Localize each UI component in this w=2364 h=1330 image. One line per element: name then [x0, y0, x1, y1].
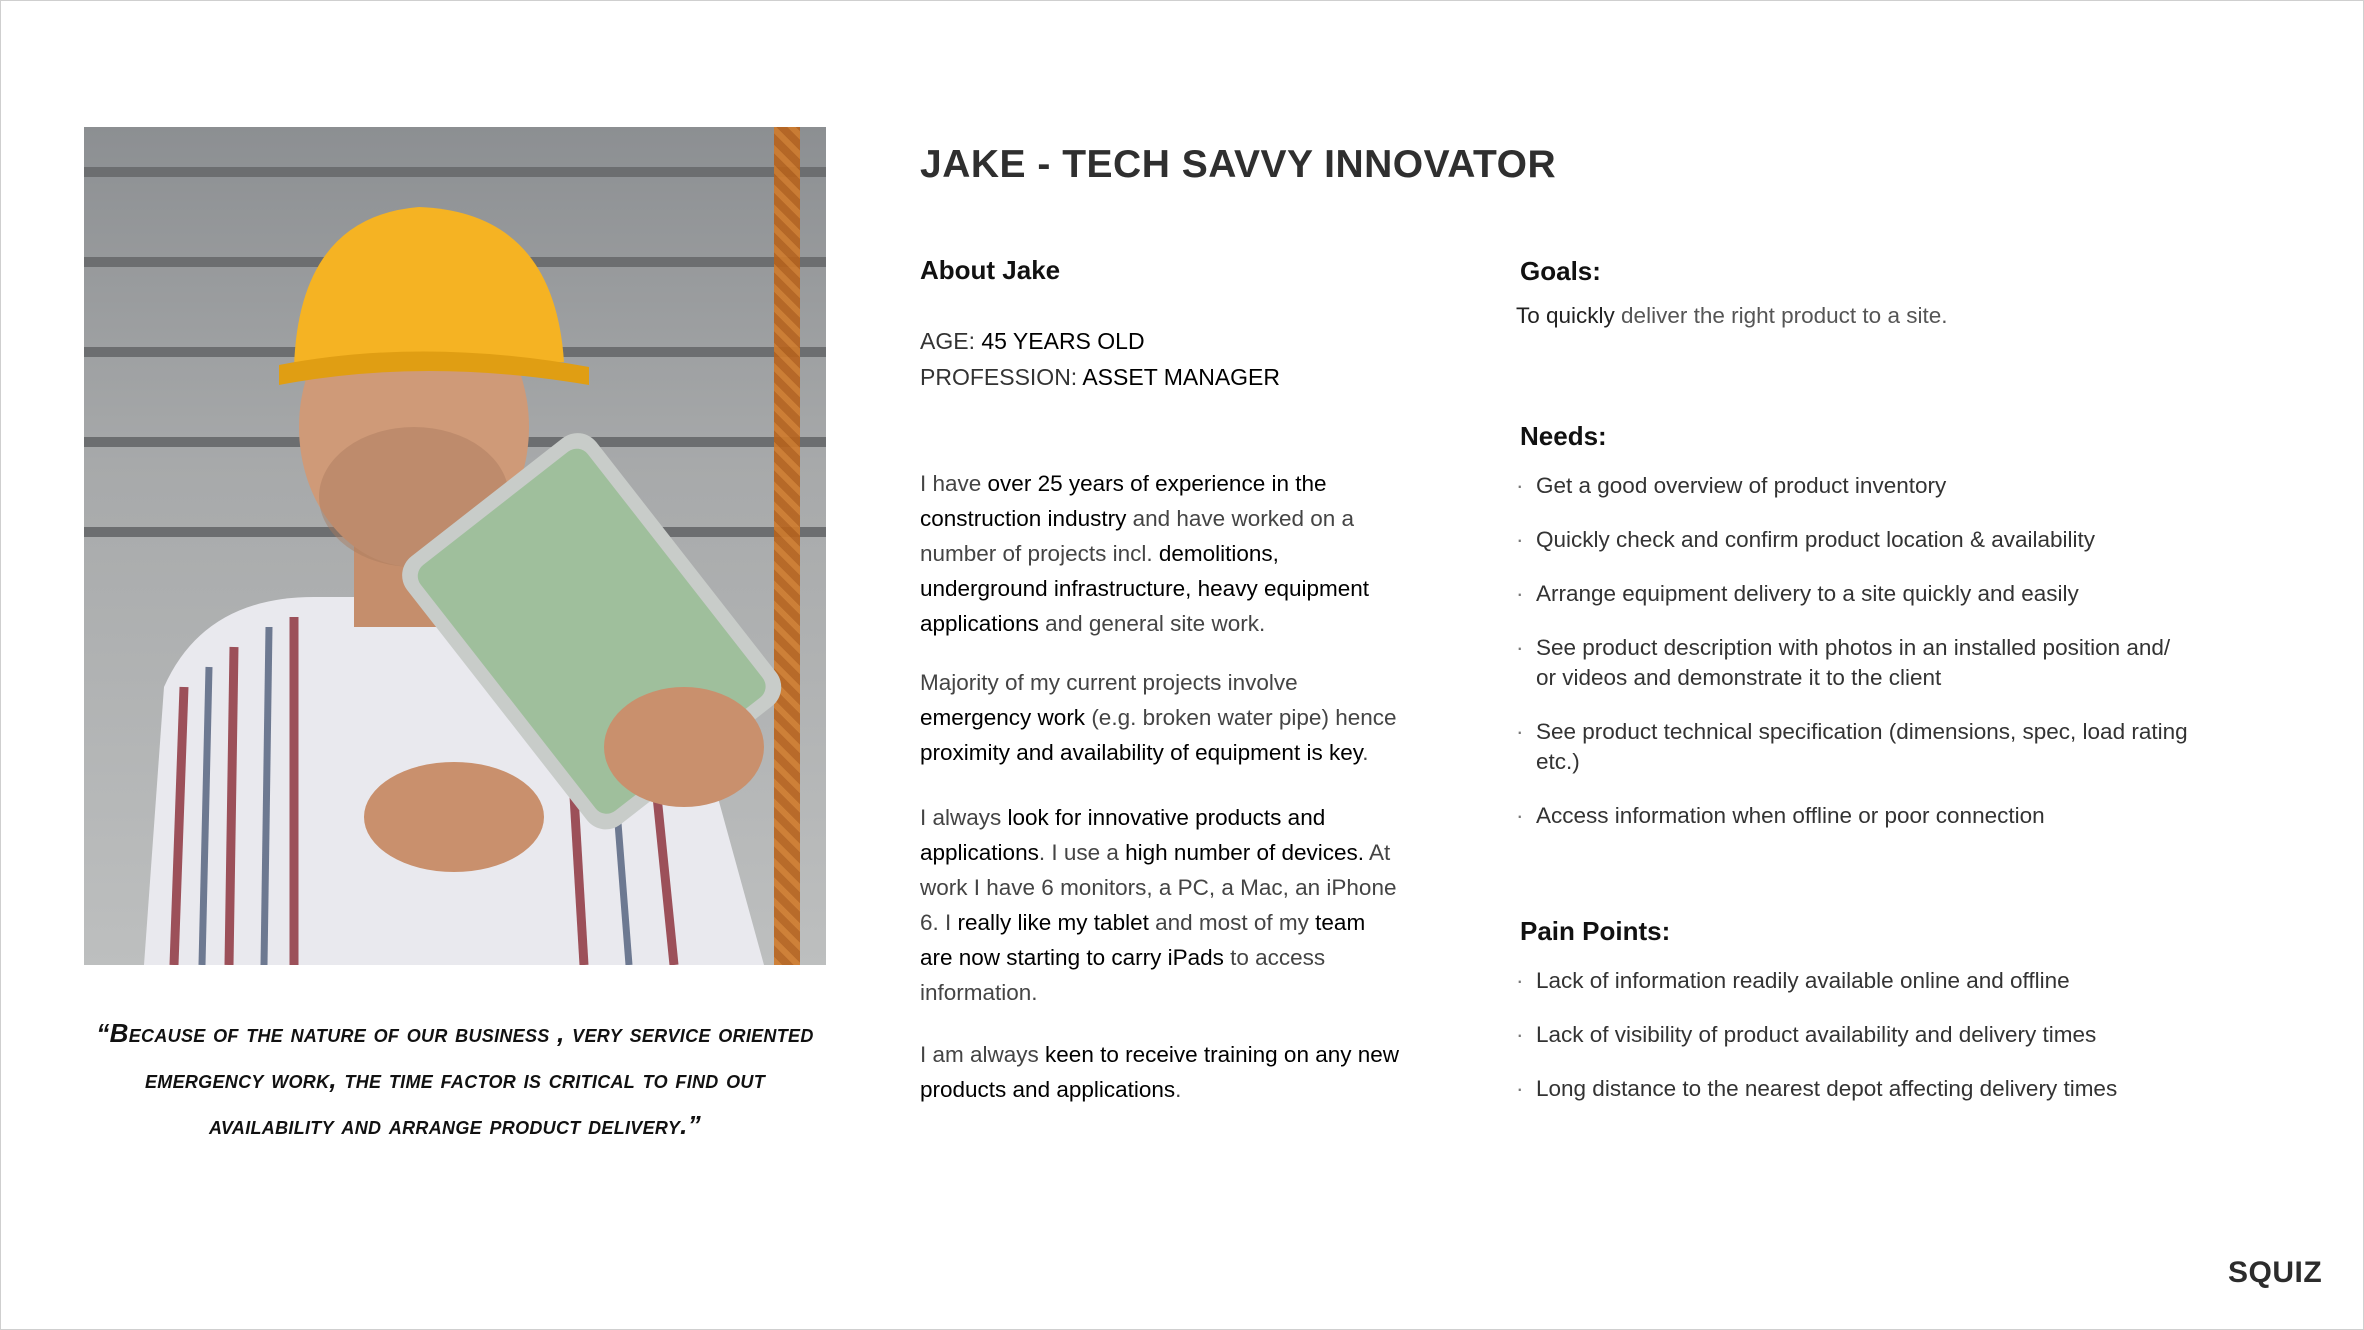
- list-item: [1516, 1020, 2196, 1050]
- bio-text: to access information.: [920, 945, 1326, 1005]
- list-item-text: Access information when offline or poor connection: [1536, 803, 2045, 828]
- bio-text: I have: [920, 471, 988, 496]
- list-item: [1516, 579, 2196, 609]
- bio-paragraph: [920, 800, 1400, 1010]
- bio-text: . I use a: [1038, 840, 1126, 865]
- pain-points-list: [1516, 966, 2196, 1128]
- list-item: [1516, 717, 2196, 777]
- age-value: 45 YEARS OLD: [981, 328, 1145, 354]
- list-item: [1516, 966, 2196, 996]
- list-item: [1516, 633, 2196, 693]
- list-item: [1516, 1074, 2196, 1104]
- bullet-icon: ·: [1516, 635, 1524, 660]
- bio-text: .: [1362, 740, 1369, 765]
- needs-list: [1516, 471, 2196, 855]
- list-item-text: Long distance to the nearest depot affecting delivery times: [1536, 1076, 2118, 1101]
- goals-lead: To quickly: [1516, 303, 1615, 328]
- list-item-text: Quickly check and confirm product location & availability: [1536, 527, 2096, 552]
- bio-text: and have worked on a number of projects incl.: [920, 506, 1355, 566]
- bio-highlight: proximity and availability of equipment is key: [920, 740, 1363, 765]
- list-item: [1516, 801, 2196, 831]
- bio-highlight: keen to receive training on any new products and applications: [920, 1042, 1400, 1102]
- list-item-text: Get a good overview of product inventory: [1536, 473, 1947, 498]
- needs-heading: Needs:: [1520, 421, 1607, 451]
- bullet-icon: ·: [1516, 719, 1524, 744]
- bio-text: I always: [920, 805, 1008, 830]
- list-item-text: See product technical specification (dimensions, spec, load rating etc.): [1536, 719, 2188, 774]
- list-item-text: Lack of visibility of product availability and delivery times: [1536, 1022, 2097, 1047]
- persona-title: JAKE - TECH SAVVY INNOVATOR: [920, 143, 1557, 186]
- bio-text: (e.g. broken water pipe) hence: [1085, 705, 1397, 730]
- list-item: [1516, 525, 2196, 555]
- list-item-text: See product description with photos in an installed position and/ or videos and demonstrate it to the client: [1536, 635, 2171, 690]
- bullet-icon: ·: [1516, 581, 1524, 606]
- bio-highlight: emergency work: [920, 705, 1086, 730]
- persona-quote: “Because of the nature of our business , very service oriented emergency work, the time factor is critical to find out availability and arrange product delivery.”: [96, 1018, 814, 1140]
- bio-text: and general site work.: [1038, 611, 1266, 636]
- bio-highlight: high number of devices.: [1125, 840, 1365, 865]
- bio-text: .: [1175, 1077, 1182, 1102]
- list-item-text: Arrange equipment delivery to a site quickly and easily: [1536, 581, 2079, 606]
- bio-text: Majority of my current projects involve: [920, 670, 1298, 695]
- bullet-icon: ·: [1516, 803, 1524, 828]
- bullet-icon: ·: [1516, 527, 1524, 552]
- bullet-icon: ·: [1516, 473, 1524, 498]
- goals-heading: Goals:: [1520, 256, 1601, 286]
- bio-paragraph: [920, 665, 1400, 770]
- age-line: [920, 323, 1280, 359]
- age-label: AGE:: [920, 328, 982, 354]
- bio-highlight: look for innovative products and applications: [920, 805, 1326, 865]
- persona-photo: [84, 127, 826, 965]
- about-heading: About Jake: [920, 255, 1061, 285]
- list-item: [1516, 471, 2196, 501]
- bio-highlight: over 25 years of experience in the construction industry: [920, 471, 1327, 531]
- profession-value: ASSET MANAGER: [1082, 364, 1281, 390]
- squiz-logo: SQUIZ: [2228, 1256, 2323, 1289]
- bio-paragraph: [920, 1037, 1400, 1107]
- bio-highlight: team are now starting to carry iPads: [920, 910, 1366, 970]
- goals-body: deliver the right product to a site.: [1614, 303, 1948, 328]
- bullet-icon: ·: [1516, 1076, 1524, 1101]
- profession-line: [920, 359, 1280, 395]
- bio-highlight: really like my tablet: [957, 910, 1149, 935]
- goals-text: [1516, 303, 1947, 329]
- pain-points-heading: Pain Points:: [1520, 916, 1671, 946]
- bio-text: I am always: [920, 1042, 1046, 1067]
- profession-label: PROFESSION:: [920, 364, 1083, 390]
- bio-highlight: demolitions, underground infrastructure, heavy equipment applications: [920, 541, 1370, 636]
- bullet-icon: ·: [1516, 968, 1524, 993]
- persona-facts: [920, 323, 1280, 395]
- list-item-text: Lack of information readily available online and offline: [1536, 968, 2070, 993]
- bullet-icon: ·: [1516, 1022, 1524, 1047]
- bio-paragraph: [920, 466, 1400, 641]
- bio-text: and most of my: [1148, 910, 1316, 935]
- bio-text: At work I have 6 monitors, a PC, a Mac, an iPhone 6. I: [920, 840, 1397, 935]
